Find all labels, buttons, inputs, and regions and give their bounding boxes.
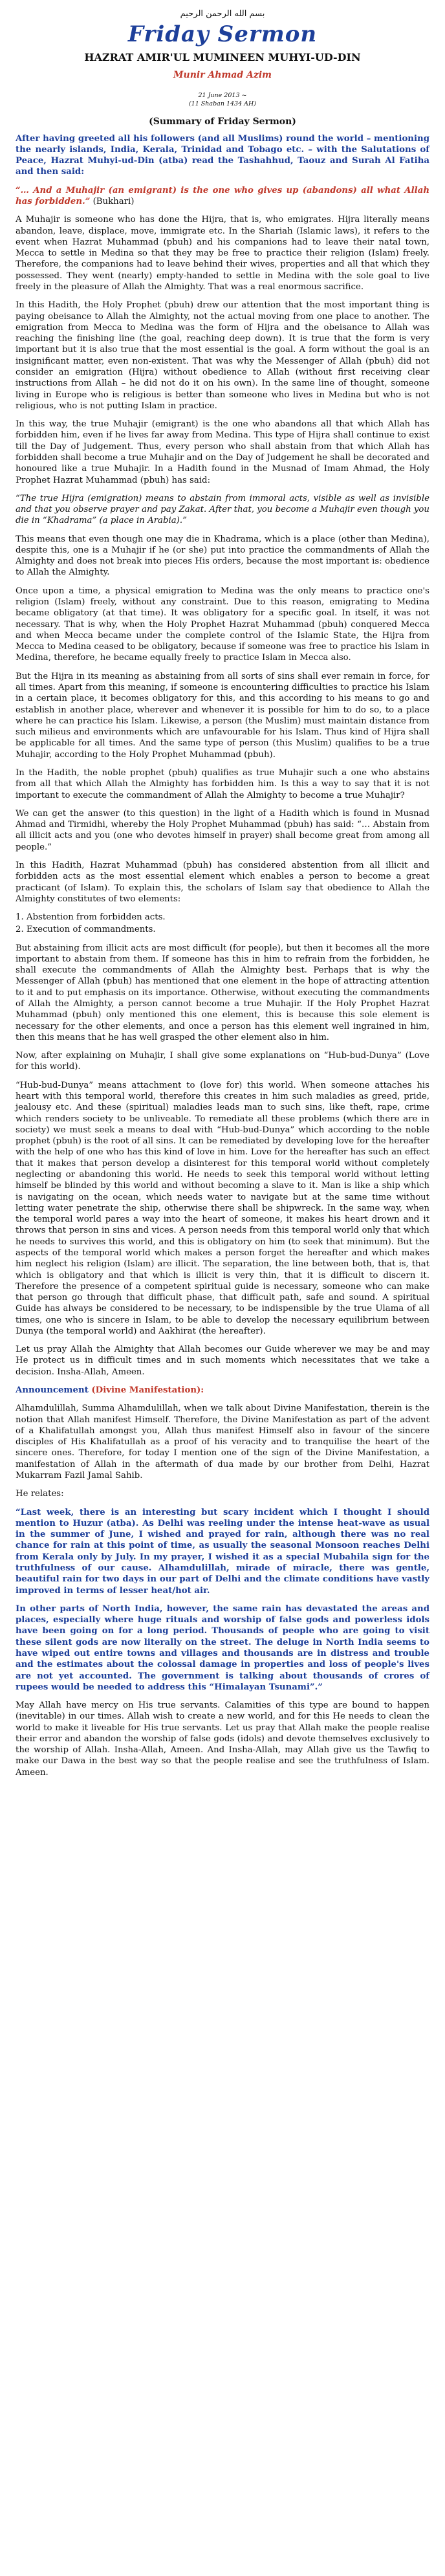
list-item: 1. Abstention from forbidden acts. [16, 912, 166, 923]
announcement-label: Announcement [16, 1385, 89, 1396]
paragraph: Let us pray Allah the Almighty that Allah becomes our Guide wherever we may be and may He protect us in difficult times and in such moments which necessitates that we take a decision. Insha-Allah, Ameen. [16, 1345, 429, 1377]
paragraph: Alhamdulillah, Summa Alhamdulillah, when we talk about Divine Manifestation, therein is the notion that Allah manifest Himself. Therefore, the Divine Manifestation as part of the advent of a Khalifatullah amongst you, Allah thus manifest Himself also in favour of the sincere disciples of His Khalifatullah as a proof of his veracity and to tranquilise the heart of the sincere ones. Therefore, for today I mention one of the sign of the Divine Manifestation, a manifestation of Allah in the aftermath of dua made by our brother from Delhi, Hazrat Mukarram Fazil Jamal Sahib. [16, 1404, 429, 1481]
list-item: 2. Execution of commandments. [16, 925, 156, 935]
basmala: بسم الله الرحمن الرحيم [180, 9, 265, 19]
announcement-topic: (Divine Manifestation): [88, 1385, 204, 1396]
paragraph: In the Hadith, the noble prophet (pbuh) qualifies as true Muhajir such a one who abstains from all that which Allah the Almighty has forbidden him. Is this a way to say that it is not important to execute the commandment of Allah the Almighty to become a true Muhajir? [16, 767, 429, 800]
sermon-date [16, 92, 429, 109]
paragraph: In this Hadith, Hazrat Muhammad (pbuh) has considered abstention from all illicit and forbidden acts as the most essential element which enables a person to become a great practicant (of Islam). To explain this, the scholars of Islam say that obedience to Allah the Almighty constitutes of two elements: [16, 860, 429, 904]
paragraph: In this Hadith, the Holy Prophet (pbuh) drew our attention that the most important thing is paying obeisance to Allah the Almighty, not the actual moving from one place to another. The emigration from Mecca to Medina was the form of Hijra and the obeisance to Allah was reaching the finishing line (the goal, reaching deep down). It is true that the form is very important but it is also true that the most essential is the goal. A form without the goal is an insignificant matter, even non-existent. That was why the Messenger of Allah (pbuh) did not consider an emigration (Hijra) without obedience to Allah (without first receiving clear instructions from Allah – he did not do it on his own). In the same line of thought, someone living in Europe who is religious is better than someone who lives in Medina but who is not religious, who is not putting Islam in practice. [16, 300, 429, 411]
paragraph: But the Hijra in its meaning as abstaining from all sorts of sins shall ever remain in force, for all times. Apart from this meaning, if someone is encountering difficulties to practice his Islam in a certain place, it becomes obligatory for this, and this according to his means to go and establish in another place, wherever and whenever it is possible for him to do so, to a place where he can practice his Islam. Likewise, a person (the Muslim) must maintain distance from such milieus and environments which are unfavourable for his Islam. Thus kind of Hijra shall be applicable for all times. And the same type of person (this Muslim) qualifies to be a true Muhajir, according to the Holy Prophet Muhammad (pbuh). [16, 671, 429, 760]
paragraph: But abstaining from illicit acts are most difficult (for people), but then it becomes all the more important to abstain from them. If someone has this in him to refrain from the forbidden, he shall execute the commandments of Allah the Almighty best. Perhaps that is why the Messenger of Allah (pbuh) has mentioned that one element in the hope of attracting attention to it and to put emphasis on its importance. Otherwise, without executing the commandments of Allah the Almighty, a person cannot become a true Muhajir. If the Holy Prophet Hazrat Muhammad (pbuh) only mentioned this one element, this is because this sole element is necessary for the other elements, and once a person has this element well ingrained in him, then this means that he has well grasped the other element also in him. [16, 943, 429, 1042]
date-gregorian: 21 June 2013 ~ [198, 92, 247, 99]
paragraph: Once upon a time, a physical emigration to Medina was the only means to practice one's religion (Islam) freely, without any constraint. Due to this reason, emigrating to Medina became obligatory (at that time). It was obligatory for a specific goal. In itself, it was not necessary. That is why, when the Holy Prophet Hazrat Muhammad (pbuh) conquered Mecca and when Mecca became under the complete control of the Islamic State, the Hijra from Mecca to Medina ceased to be obligatory, because if someone was free to practice his Islam in Medina, therefore, he became equally freely to practice Islam in Mecca also. [16, 586, 429, 663]
hadith-1-text: “… And a Muhajir (an emigrant) is the one who gives up (abandons) all what Allah has forbidden.” [16, 185, 429, 207]
paragraph: This means that even though one may die in Khadrama, which is a place (other than Medina), despite this, one is a Muhajir if he (or she) put into practice the commandments of Allah the Almighty and does not break into pieces His orders, because the most important is: obedience to Allah the Almighty. [16, 534, 429, 578]
testimony-quote: In other parts of North India, however, the same rain has devastated the areas and places, especially where huge rituals and worship of false gods and powerless idols have been going on for a long period. Thousands of people who are going to visit these silent gods are now literally on the street. The deluge in North India seems to have wiped out entire towns and villages and thousands are in distress and trouble and the estimates about the colossal damage in properties and loss of people's lives are not yet accounted. The government is talking about thousands of crores of rupees would be needed to address this “Himalayan Tsunami”.” [16, 1603, 429, 1692]
intro-paragraph: After having greeted all his followers (and all Muslims) round the world – mentioning the nearly islands, India, Kerala, Trinidad and Tobago etc. – with the Salutations of Peace, Hazrat Muhyi-ud-Din (atba) read the Tashahhud, Taouz and Surah Al Fatiha and then said: [16, 133, 429, 177]
hadith-quote-2: “The true Hijra (emigration) means to abstain from immoral acts, visible as well as invisible and that you observe prayer and pay Zakat. After that, you become a Muhajir even though you die in “Khadrama” (a place in Arabia).” [16, 493, 429, 526]
paragraph: He relates: [16, 1489, 64, 1499]
announcement-heading [16, 1385, 429, 1396]
page-title: Friday Sermon [127, 21, 318, 47]
obedience-elements-list [16, 912, 429, 936]
paragraph: Now, after explaining on Muhajir, I shall give some explanations on “Hub-bud-Dunya” (Love for this world). [16, 1051, 429, 1072]
speaker-title: HAZRAT AMIR'UL MUMINEEN MUHYI-UD-DIN [84, 51, 361, 63]
date-hijri: (11 Shaban 1434 AH) [188, 100, 257, 107]
paragraph: May Allah have mercy on His true servants. Calamities of this type are bound to happen (inevitable) in our times. Allah wish to create a new world, and for this He needs to clean the world to make it liveable for His true servants. Let us pray that Allah make the people realise their error and abandon the worship of false gods (idols) and devote themselves exclusively to the worship of Allah. Insha-Allah, Ameen. And Insha-Allah, may Allah give us the Tawfiq to make our Dawa in the best way so that the people realise and see the truthfulness of Islam. Ameen. [16, 1701, 429, 1778]
paragraph: We can get the answer (to this question) in the light of a Hadith which is found in Musnad Ahmad and Tirmidhi, whereby the Holy Prophet Muhammad (pbuh) has said: “… Abstain from all illicit acts and you (one who devotes himself in prayer) shall become great from among all people.” [16, 808, 429, 852]
hadith-1-source: (Bukhari) [90, 197, 135, 207]
paragraph: A Muhajir is someone who has done the Hijra, that is, who emigrates. Hijra literally means abandon, leave, displace, move, immigrate etc. In the Shariah (Islamic laws), it refers to the event when Hazrat Muhammad (pbuh) and his companions had to leave their natal town, Mecca to settle in Medina so that they may be free to practice their religion (Islam) freely. Therefore, the companions had to leave behind their wives, properties and all that which they possessed. They went (nearly) empty-handed to settle in Medina with the sole goal to live freely in the pleasure of Allah the Almighty. That was a real enormous sacrifice. [16, 215, 429, 292]
summary-label: (Summary of Friday Sermon) [149, 116, 296, 127]
paragraph: In this way, the true Muhajir (emigrant) is the one who abandons all that which Allah has forbidden him, even if he lives far away from Medina. This type of Hijra shall continue to exist till the Day of Judgement. Thus, every person who shall abstain from that which Allah has forbidden shall become a true Muhajir and on the Day of Judgement he shall be decorated and honoured like a true Muhajir. In a Hadith found in the Musnad of Imam Ahmad, the Holy Prophet Hazrat Muhammad (pbuh) has said: [16, 419, 429, 485]
testimony-quote: “Last week, there is an interesting but scary incident which I thought I should mention to Huzur (atba). As Delhi was reeling under the intense heat-wave as usual in the summer of June, I wished and prayed for rain, although there was no real chance for rain at this point of time, as usually the seasonal Monsoon reaches Delhi from Kerala only by July. In my prayer, I wished it as a special Mubahila sign for the truthfulness of our cause. Alhamdulillah, mirade of miracle, there was gentle, beautiful rain for two days in our part of Delhi and the climate conditions have vastly improved in terms of lesser heat/hot air. [16, 1507, 429, 1596]
hadith-quote-1 [16, 185, 429, 208]
author-name: Munir Ahmad Azim [173, 70, 272, 80]
paragraph: “Hub-bud-Dunya” means attachment to (love for) this world. When someone attaches his heart with this temporal world, therefore this creates in him such maladies as greed, pride, jealousy etc. And these (spiritual) maladies leads man to such sins, like theft, rape, crime which renders society to be unliveable. To remediate all these problems (which there are in society) we must seek a means to deal with “Hub-bud-Dunya” which according to the noble prophet (pbuh) is the root of all sins. It can be remediated by developing love for the hereafter with the help of one who has this kind of love in him. Love for the hereafter has such an effect that it makes that person develop a disinterest for this temporal world without completely neglecting or abandoning this world. He needs to seek this temporal world without letting himself be blinded by this world and without becoming a slave to it. Man is like a ship which is navigating on the ocean, which needs water to navigate but at the same time without letting water penetrate the ship, otherwise there shall be shipwreck. In the same way, when the temporal world pares a way into the heart of someone, it makes his heart drown and it throws that person in sins and vices. A person needs from this temporal world only that which he needs to survives this world, and this is obligatory on him (to seek that minimum). But the aspects of the temporal world which makes a person forget the hereafter and which makes him neglect his religion (Islam) are illicit. The separation, the line between both, that is, that which is obligatory and that which is illicit is very thin, that it is difficult to discern it. Therefore the presence of a competent spiritual guide is necessary, someone who can make that person go through that difficult phase, that difficult path, safe and sound. A spiritual Guide has always be considered to be necessary, to be indispensible by the true Ulama of all times, one who is sincere in Islam, to be able to develop the necessary equilibrium between Dunya (the temporal world) and Aakhirat (the hereafter). [16, 1080, 429, 1336]
